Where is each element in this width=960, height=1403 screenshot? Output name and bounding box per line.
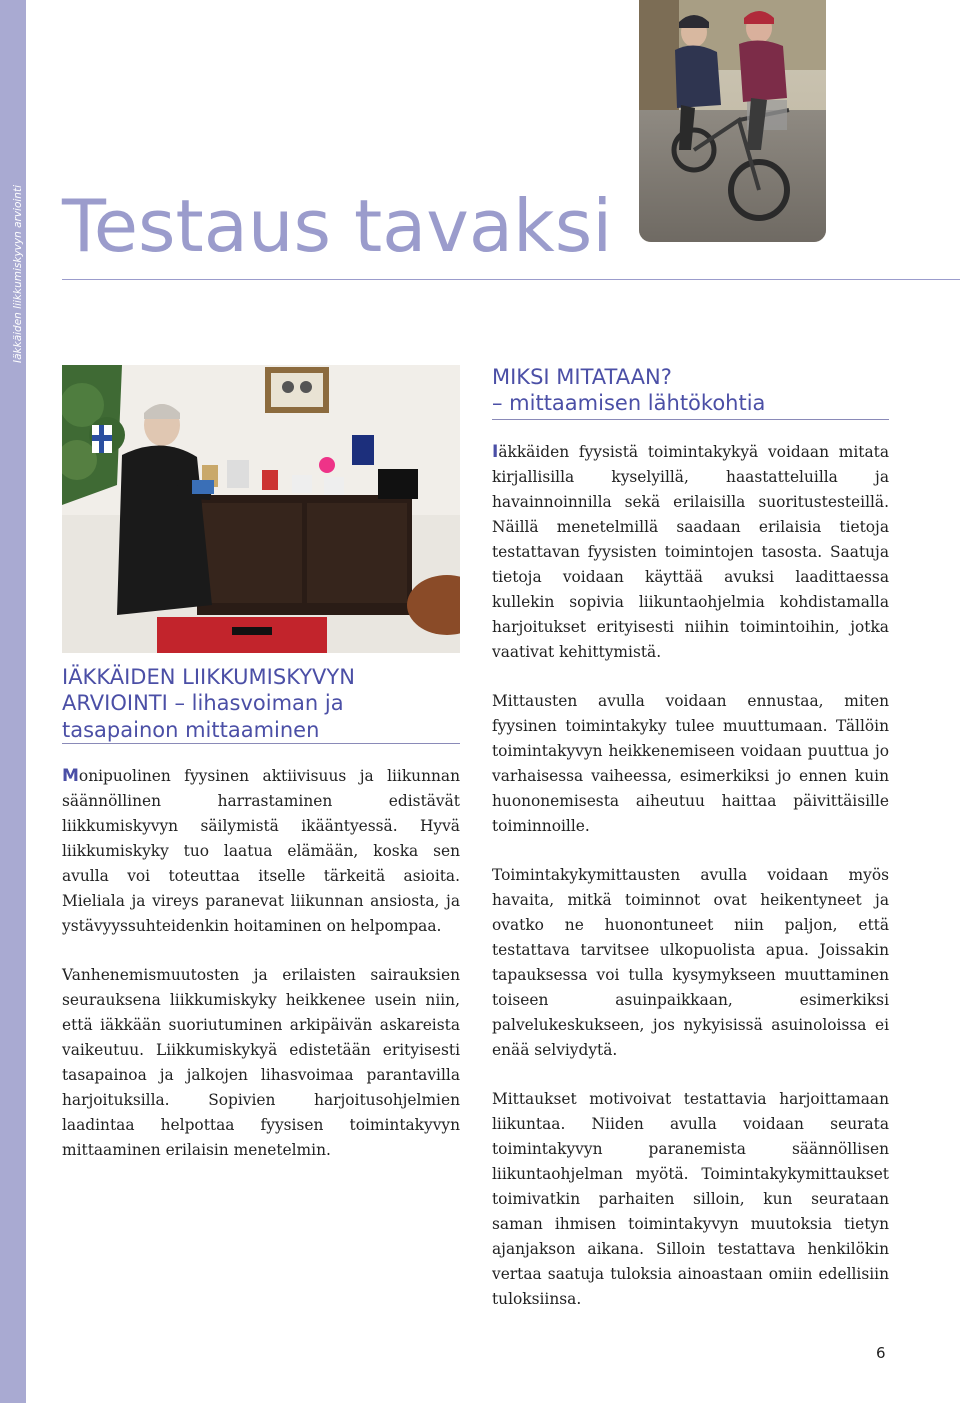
page-number: 6 [876,1344,886,1362]
drop-initial: M [62,766,79,786]
paragraph [492,440,889,665]
running-header [0,0,386,380]
heading-line: ARVIOINTI – lihasvoiman ja [62,691,344,716]
running-title: Testaus tavaksi – tapoja testaukseen [193,349,386,361]
heading-liikkumiskyvyn-arviointi [62,664,460,743]
heading-miksi-mitataan [492,364,765,417]
heading-divider [492,419,889,420]
page-title: Testaus tavaksi [62,184,613,268]
paragraph: Mittausten avulla voidaan ennustaa, miten fyysinen toimintakyky tulee muuttumaan. Tällöin toimintakyvyn heikkenemiseen voidaan puuttua jo varhaisessa vaiheessa, esimerkiksi jo ennen kuin huononemisesta aiheutuu haittaa päivittäisille toiminnoille. [492,692,889,835]
paragraph: Toimintakykymittausten avulla voidaan myös havaita, mitkä toiminnot ovat heikentyneet ja ovatko ne huonontuneet niin paljon, että testattava tarvitsee ulkopuolista apua. Joissakin tapauksessa voi tulla kysymykseen muuttaminen toiseen asuinpaikkaan, esimerkiksi palvelukeskukseen, jos nykyisissä asuinoloissa ei enää selviydytä. [492,866,889,1059]
paragraph-text: onipuolinen fyysinen aktiivisuus ja liikunnan säännöllinen harrastaminen edistävät liikkumiskyvyn säilymistä ikääntyessä. Hyvä liikkumiskyky tuo laatua elämään, koska sen avulla voi toteuttaa itselle tärkeitä asioita. Mieliala ja vireys paranevat liikunnan ansiosta, ja ystävyyssuhteidenkin hoitaminen on helpompaa. [62,767,460,935]
running-subtitle: Iäkkäiden liikkumiskyvyn arviointi [12,185,24,363]
heading-divider [62,743,460,744]
heading-line: IÄKKÄIDEN LIIKKUMISKYVYN [62,665,355,689]
paragraph: Mittaukset motivoivat testattavia harjoittamaan liikuntaa. Niiden avulla voidaan seurata toimintakyvyn paranemista säännöllisen liikuntaohjelman myötä. Toimintakykymittaukset toimivatkin parhaiten silloin, kun seurataan saman ihmisen toimintakyvyn muutoksia tietyn ajanjakson aikana. Silloin testattava henkilökin vertaa saatuja tuloksia ainoastaan omiin edellisiin tuloksiinsa. [492,1090,889,1308]
tricycle-photo [639,0,826,242]
living-room-photo [62,365,460,653]
heading-line: tasapainon mittaaminen [62,717,320,742]
right-column-text [492,440,889,1336]
paragraph-text: äkkäiden fyysistä toimintakykyä voidaan mitata kirjallisilla kyselyillä, haastatteluilla ja havainnoinnilla sekä erilaisilla suoritustesteillä. Näillä menetelmillä saadaan erilaisia tietoja testattavan fyysisten toimintojen tasosta. Saatuja tietoja voidaan käyttää avuksi laadittaessa kullekin sopivia liikuntaohjelmia kohdistamalla harjoitukset erityisesti niihin toimintoihin, jotka vaativat kehittymistä. [492,443,889,661]
heading-line: – mittaamisen lähtökohtia [492,391,766,416]
drop-initial: I [492,442,499,462]
heading-line: MIKSI MITATAAN? [492,365,672,389]
left-column-text [62,764,460,1187]
paragraph [62,764,460,939]
title-divider [62,279,960,280]
paragraph: Vanhenemismuutosten ja erilaisten sairauksien seurauksena liikkumiskyky heikkenee usein niin, että iäkkään suoriutuminen arkipäivän askareista vaikeutuu. Liikkumiskykyä edistetään erityisesti tasapainoa ja jalkojen lihasvoimaa parantavilla harjoituksilla. Sopivien harjoitusohjelmien laadintaa helpottaa fyysisen toimintakyvyn mittaaminen erilaisin menetelmin. [62,966,460,1159]
